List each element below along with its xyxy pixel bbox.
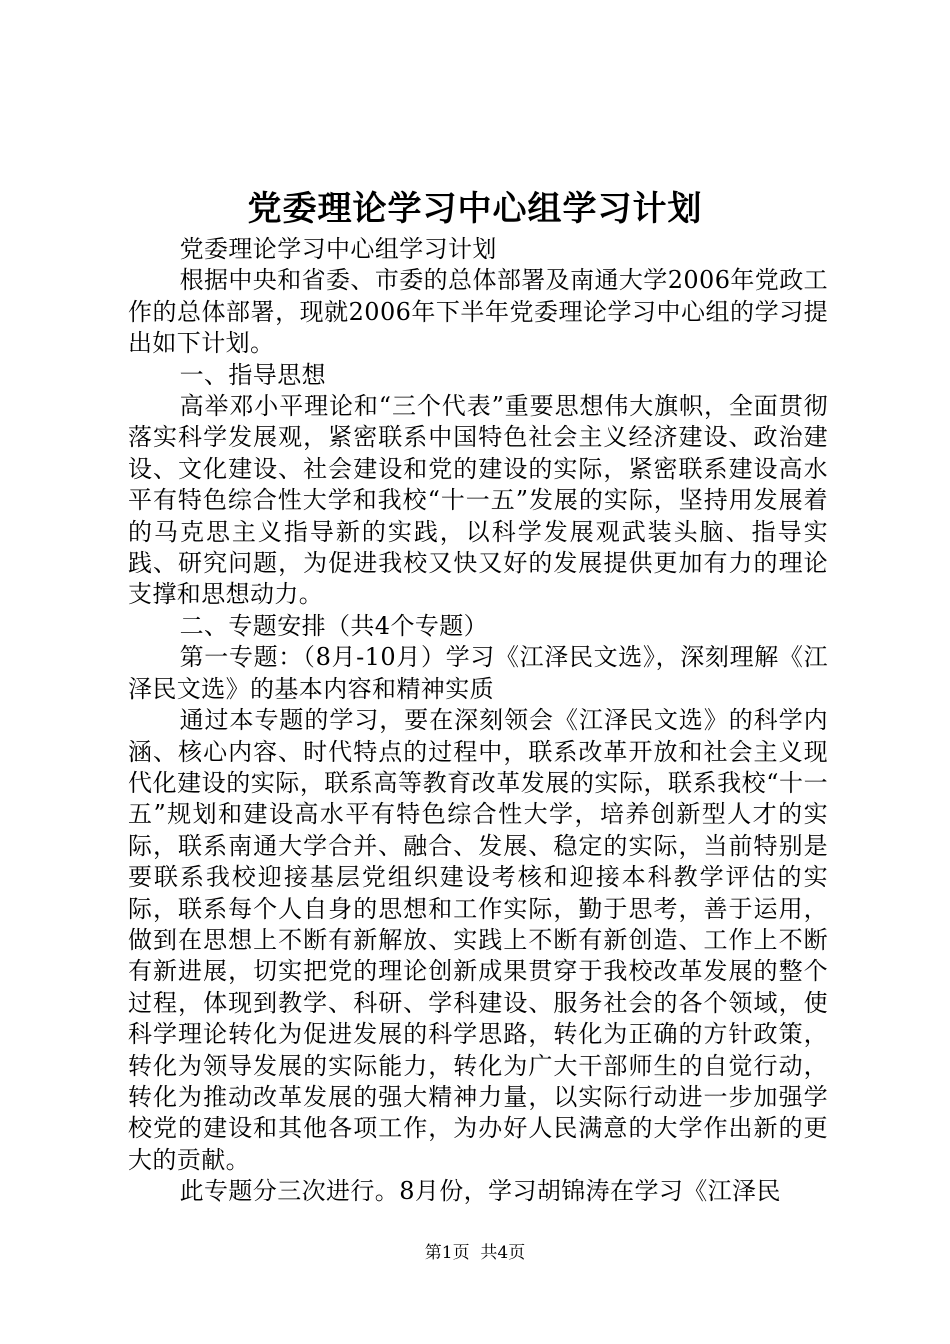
section-heading-guiding-thought: 一、指导思想	[179, 360, 326, 389]
section-heading-topics: 二、专题安排（共4个专题）	[179, 611, 489, 640]
document-title: 党委理论学习中心组学习计划	[247, 189, 703, 229]
body-paragraph-subtitle: 党委理论学习中心组学习计划	[179, 235, 497, 263]
topic-heading-first: 第一专题：（8月-10月）学习《江泽民文选》，深刻理解《江泽民文选》的基本内容和精神实质	[128, 643, 828, 703]
body-paragraph-schedule: 此专题分三次进行。8月份，学习胡锦涛在学习《江泽民	[179, 1177, 781, 1206]
body-paragraph-first-topic: 通过本专题的学习，要在深刻领会《江泽民文选》的科学内涵、核心内容、时代特点的过程中，联系改革开放和社会主义现代化建设的实际，联系高等教育改革发展的实际，联系我校“十一五”规划和建设高水平有特色综合性大学，培养创新型人才的实际，联系南通大学合并、融合、发展、稳定的实际，当前特别是要联系我校迎接基层党组织建设考核和迎接本科教学评估的实际，联系每个人自身的思想和工作实际，勤于思考，善于运用，做到在思想上不断有新解放、实践上不断有新创造、工作上不断有新进展，切实把党的理论创新成果贯穿于我校改革发展的整个过程，体现到教学、科研、学科建设、服务社会的各个领域，使科学理论转化为促进发展的科学思路，转化为正确的方针政策，转化为领导发展的实际能力，转化为广大干部师生的自觉行动，转化为推动改革发展的强大精神力量，以实际行动进一步加强学校党的建设和其他各项工作，为办好人民满意的大学作出新的更大的贡献。	[128, 706, 828, 1174]
document-body	[128, 234, 828, 1208]
body-paragraph-intro: 根据中央和省委、市委的总体部署及南通大学2006年党政工作的总体部署，现就2006年下半年党委理论学习中心组的学习提出如下计划。	[128, 266, 828, 358]
page-total: 共4页	[480, 1243, 526, 1263]
page-number: 第1页	[424, 1243, 470, 1263]
page-footer	[0, 1242, 950, 1264]
body-paragraph-guiding-thought: 高举邓小平理论和“三个代表”重要思想伟大旗帜，全面贯彻落实科学发展观，紧密联系中国特色社会主义经济建设、政治建设、文化建设、社会建设和党的建设的实际，紧密联系建设高水平有特色综合性大学和我校“十一五”发展的实际，坚持用发展着的马克思主义指导新的实践，以科学发展观武装头脑、指导实践、研究问题，为促进我校又快又好的发展提供更加有力的理论支撑和思想动力。	[128, 392, 828, 609]
